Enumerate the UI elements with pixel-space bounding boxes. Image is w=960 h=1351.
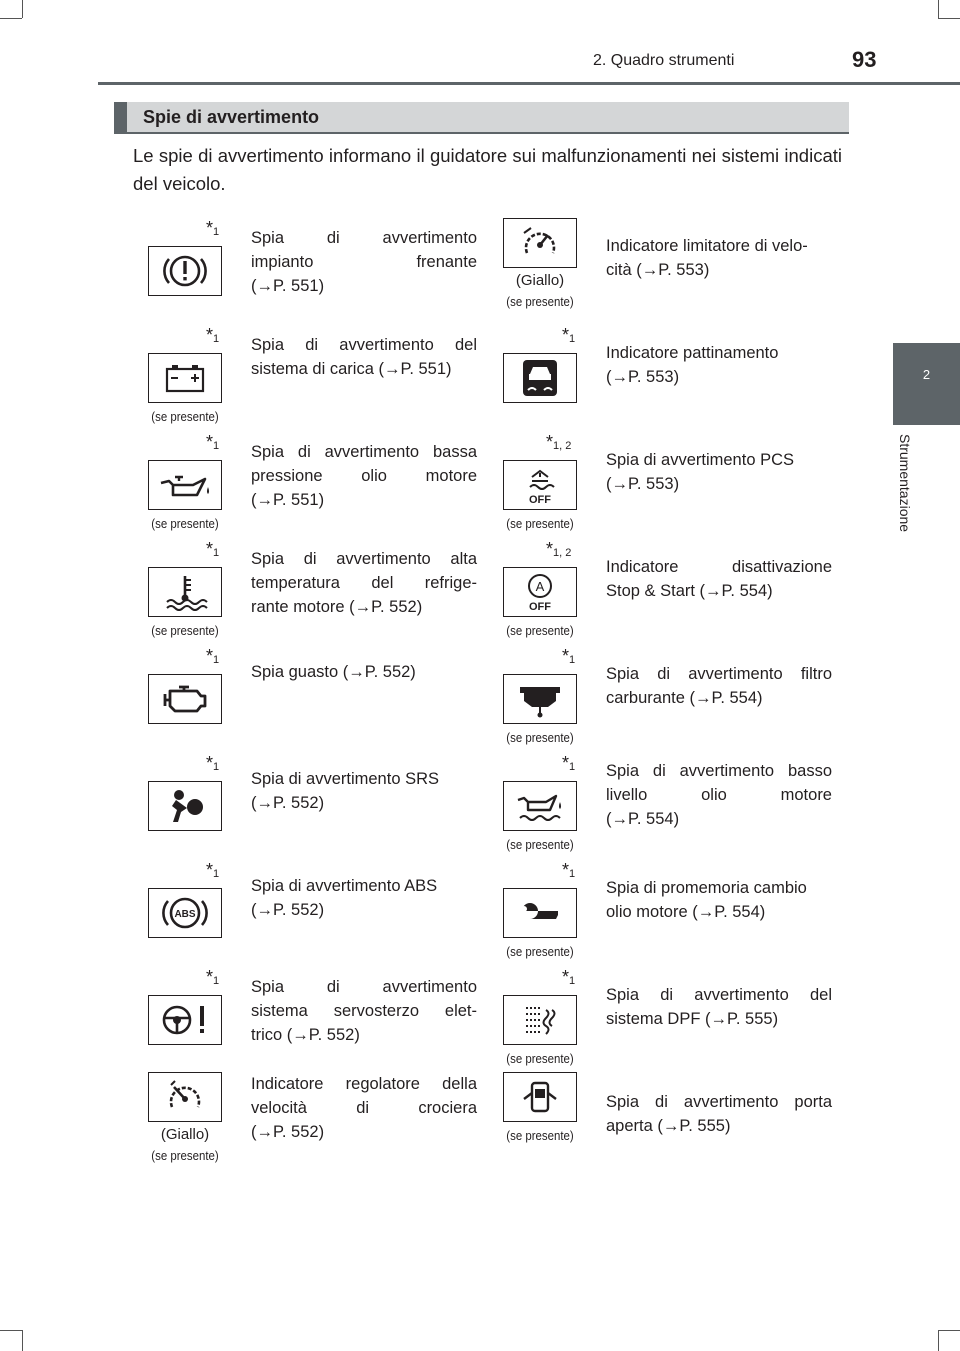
low-oil-level-icon	[503, 781, 577, 831]
warning-description	[606, 555, 832, 603]
warning-description	[251, 440, 477, 512]
footnote-marker	[206, 432, 219, 453]
power-steering-icon	[148, 995, 222, 1045]
warning-description	[251, 1072, 477, 1144]
warning-description	[606, 1090, 832, 1138]
description-line: Spia di avvertimento bassa	[251, 443, 477, 461]
footnote-number: 1	[213, 975, 220, 987]
footnote-number: 1	[569, 868, 576, 880]
footnote-number: 1, 2	[553, 440, 572, 452]
description-line: rante motore (→P. 552)	[251, 598, 423, 616]
description-line: impianto frenante	[251, 253, 477, 271]
footnote-marker	[206, 218, 219, 239]
description-line: Spia di promemoria cambio	[606, 879, 807, 897]
description-line: (→P. 553)	[606, 368, 680, 386]
footnote-number: 1	[213, 440, 220, 452]
footnote-number: 1	[213, 868, 220, 880]
description-line: Stop & Start (→P. 554)	[606, 582, 773, 600]
optional-note: (se presente)	[506, 1128, 574, 1143]
footnote-number: 1	[569, 654, 576, 666]
warning-description	[251, 660, 477, 684]
footnote-marker	[206, 325, 219, 346]
crop-mark	[22, 1330, 23, 1351]
footnote-number: 1	[569, 761, 576, 773]
optional-note: (se presente)	[151, 1148, 219, 1163]
description-line: (→P. 552)	[251, 901, 325, 919]
optional-note: (se presente)	[151, 516, 219, 531]
warning-description	[606, 876, 832, 924]
description-line: Spia di avvertimento del	[606, 986, 832, 1004]
optional-note: (se presente)	[506, 1051, 574, 1066]
description-line: sistema DPF (→P. 555)	[606, 1010, 779, 1028]
description-line: cità (→P. 553)	[606, 261, 710, 279]
footnote-marker	[546, 432, 571, 453]
warning-description	[251, 975, 477, 1047]
chapter-title: 2. Quadro strumenti	[593, 52, 735, 69]
optional-note: (se presente)	[151, 409, 219, 424]
footnote-number: 1	[213, 226, 220, 238]
description-line: velocità di crociera	[251, 1099, 477, 1117]
warning-description	[606, 341, 832, 389]
description-line: (→P. 551)	[251, 277, 325, 295]
brake-warning-icon	[148, 246, 222, 296]
chapter-tab-label	[893, 434, 933, 564]
footnote-star: *	[562, 860, 570, 880]
description-line: Spia di avvertimento basso	[606, 762, 832, 780]
optional-note: (se presente)	[506, 516, 574, 531]
chapter-tab-number: 2	[922, 367, 931, 382]
description-line: Spia di avvertimento	[251, 229, 477, 247]
warning-description	[251, 226, 477, 298]
footnote-star: *	[562, 325, 570, 345]
footnote-marker	[546, 539, 571, 560]
warning-description	[606, 448, 832, 496]
description-line: Spia di avvertimento filtro	[606, 665, 832, 683]
footnote-marker	[206, 967, 219, 988]
footnote-number: 1	[213, 761, 220, 773]
chapter-tab	[893, 343, 960, 425]
crop-mark	[938, 1330, 939, 1351]
description-line: sistema servosterzo elet-	[251, 1002, 477, 1020]
speed-limiter-icon	[503, 218, 577, 268]
srs-airbag-icon	[148, 781, 222, 831]
footnote-marker	[206, 539, 219, 560]
footnote-marker	[562, 860, 575, 881]
footnote-number: 1	[569, 975, 576, 987]
footnote-marker	[562, 967, 575, 988]
warning-description	[251, 333, 477, 381]
fuel-filter-icon	[503, 674, 577, 724]
description-line: Indicatore pattinamento	[606, 344, 779, 362]
footnote-marker	[562, 646, 575, 667]
description-line: Spia di avvertimento alta	[251, 550, 477, 568]
warning-description	[251, 767, 477, 815]
warning-description	[606, 759, 832, 831]
crop-mark	[22, 0, 23, 18]
footnote-star: *	[546, 432, 554, 452]
footnote-number: 1	[569, 333, 576, 345]
intro-paragraph: Le spie di avvertimento informano il guidatore sui malfunzionamenti nei sistemi indicati del veicolo.	[133, 145, 842, 194]
description-line: aperta (→P. 555)	[606, 1117, 731, 1135]
cruise-control-icon	[148, 1072, 222, 1122]
warning-description	[251, 874, 477, 922]
optional-note: (se presente)	[506, 837, 574, 852]
description-line: Spia guasto (→P. 552)	[251, 663, 416, 681]
abs-warning-icon	[148, 888, 222, 938]
description-line: temperatura del refrige-	[251, 574, 477, 592]
oil-change-reminder-icon	[503, 888, 577, 938]
dpf-warning-icon	[503, 995, 577, 1045]
battery-charge-icon	[148, 353, 222, 403]
description-line: sistema di carica (→P. 551)	[251, 360, 452, 378]
crop-mark	[0, 1330, 22, 1331]
footnote-star: *	[562, 753, 570, 773]
footnote-star: *	[206, 753, 214, 773]
description-line: olio motore (→P. 554)	[606, 903, 766, 921]
crop-mark	[938, 18, 960, 19]
header-rule	[98, 82, 960, 85]
description-line: (→P. 552)	[251, 1123, 325, 1141]
description-line: Indicatore disattivazione	[606, 558, 832, 576]
footnote-marker	[562, 753, 575, 774]
footnote-marker	[206, 753, 219, 774]
description-line: pressione olio motore	[251, 467, 477, 485]
check-engine-icon	[148, 674, 222, 724]
section-heading	[114, 102, 849, 132]
description-line: livello olio motore	[606, 786, 832, 804]
description-line: (→P. 554)	[606, 810, 680, 828]
description-line: (→P. 552)	[251, 794, 325, 812]
optional-note: (se presente)	[506, 944, 574, 959]
description-line: (→P. 553)	[606, 475, 680, 493]
optional-note: (se presente)	[506, 294, 574, 309]
description-line: Spia di avvertimento PCS	[606, 451, 795, 469]
footnote-star: *	[206, 860, 214, 880]
footnote-marker	[206, 646, 219, 667]
footnote-number: 1, 2	[553, 547, 572, 559]
description-line: Spia di avvertimento SRS	[251, 770, 440, 788]
footnote-star: *	[562, 967, 570, 987]
color-note: (Giallo)	[515, 272, 565, 289]
footnote-number: 1	[213, 547, 220, 559]
section-heading-text: Spie di avvertimento	[143, 107, 320, 127]
crop-mark	[938, 0, 939, 18]
section-rule	[114, 132, 849, 134]
page-number: 93	[852, 47, 877, 72]
footnote-number: 1	[213, 333, 220, 345]
chapter-tab-label-text: Strumentazione	[897, 434, 913, 533]
footnote-star: *	[562, 646, 570, 666]
description-line: Indicatore regolatore della	[251, 1075, 477, 1093]
color-note: (Giallo)	[160, 1126, 210, 1143]
description-line: trico (→P. 552)	[251, 1026, 360, 1044]
warning-description	[606, 983, 832, 1031]
pcs-warning-icon	[503, 460, 577, 510]
coolant-temperature-icon	[148, 567, 222, 617]
description-line: Spia di avvertimento	[251, 978, 477, 996]
crop-mark	[938, 1330, 960, 1331]
footnote-marker	[562, 325, 575, 346]
footnote-star: *	[206, 646, 214, 666]
footnote-star: *	[206, 967, 214, 987]
warning-description	[606, 234, 832, 282]
warning-description	[606, 662, 832, 710]
oil-pressure-icon	[148, 460, 222, 510]
warning-description	[251, 547, 477, 619]
footnote-star: *	[206, 539, 214, 559]
description-line: (→P. 551)	[251, 491, 325, 509]
optional-note: (se presente)	[506, 730, 574, 745]
slip-indicator-icon	[503, 353, 577, 403]
footnote-marker	[206, 860, 219, 881]
description-line: Indicatore limitatore di velo-	[606, 237, 808, 255]
stop-start-off-icon	[503, 567, 577, 617]
optional-note: (se presente)	[151, 623, 219, 638]
footnote-star: *	[206, 432, 214, 452]
footnote-star: *	[206, 218, 214, 238]
footnote-star: *	[206, 325, 214, 345]
optional-note: (se presente)	[506, 623, 574, 638]
description-line: Spia di avvertimento ABS	[251, 877, 438, 895]
footnote-star: *	[546, 539, 554, 559]
description-line: carburante (→P. 554)	[606, 689, 763, 707]
description-line: Spia di avvertimento porta	[606, 1093, 832, 1111]
door-open-icon	[503, 1072, 577, 1122]
description-line: Spia di avvertimento del	[251, 336, 477, 354]
crop-mark	[0, 18, 22, 19]
footnote-number: 1	[213, 654, 220, 666]
